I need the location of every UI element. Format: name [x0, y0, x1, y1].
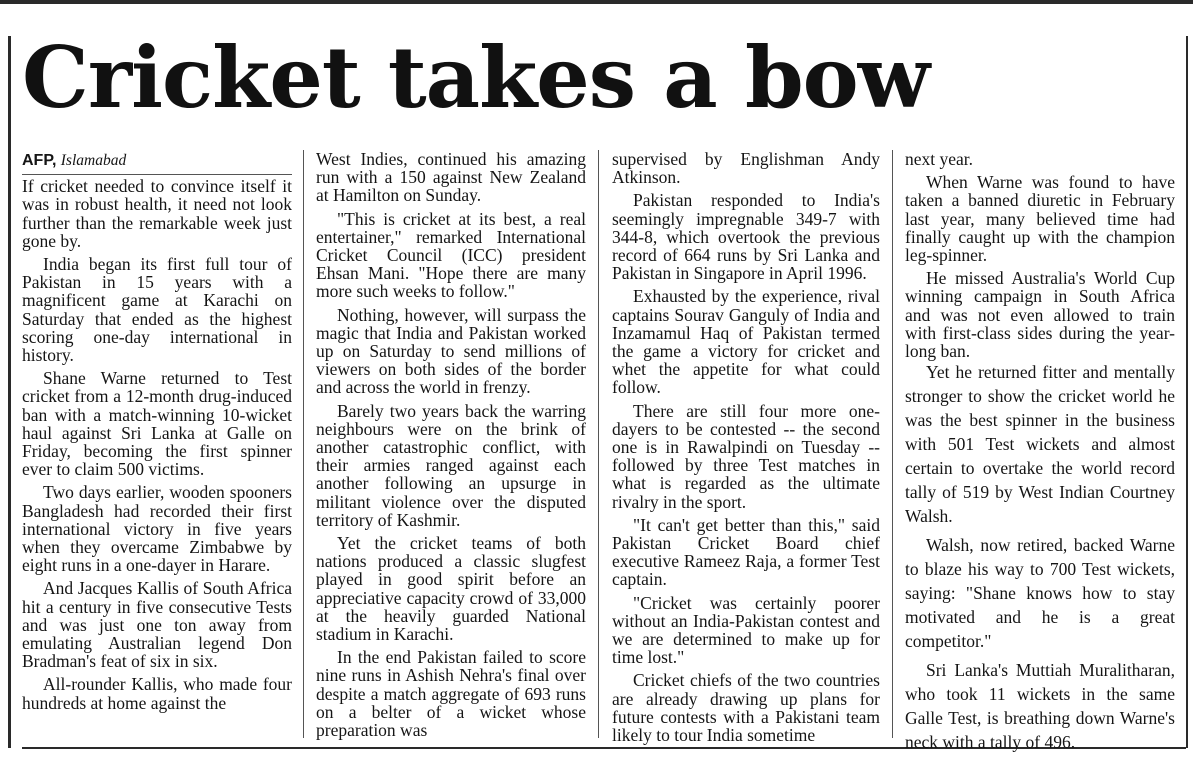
- article-paragraph: Shane Warne returned to Test cricket from a 12-month drug-induced ban with a match-winning 10-wicket haul against Sri Lanka at Galle on Friday, becoming the first spinner ever to claim 500 victims.: [22, 368, 292, 480]
- article-paragraph: Sri Lanka's Muttiah Muralitharan, who took 11 wickets in the same Galle Test, is breathing down Warne's neck with a tally of 496.: [905, 660, 1175, 753]
- article-paragraph: Pakistan responded to India's seemingly impregnable 349-7 with 344-8, which overtook the previous record of 664 runs by Sri Lanka and Pakistan in Singapore in April 1996.: [612, 190, 880, 284]
- column-3: [612, 150, 880, 744]
- article-paragraph: Yet the cricket teams of both nations produced a classic slugfest played in good spirit before an appreciative capacity crowd of 33,000 at the heavily guarded National stadium in Karachi.: [316, 533, 586, 645]
- byline-agency: AFP: [22, 152, 52, 169]
- article-paragraph: Barely two years back the warring neighbours were on the brink of another catastrophic conflict, with their armies ranged against each another following an upsurge in militant violence over the disputed territory of Kashmir.: [316, 400, 586, 530]
- right-border-rule: [1186, 36, 1188, 748]
- article-paragraph: Cricket chiefs of the two countries are already drawing up plans for future contests with a Pakistani team likely to tour India sometime: [612, 670, 880, 746]
- column-divider: [303, 150, 304, 738]
- column-4-lower: [905, 360, 1175, 754]
- article-paragraph: Walsh, now retired, backed Warne to blaze his way to 700 Test wickets, saying: "Shane knows how to stay motivated and he is a great competitor.": [905, 535, 1175, 652]
- article-paragraph: "This is cricket at its best, a real entertainer," remarked International Cricket Council (ICC) president Ehsan Mani. "Hope there are many more such weeks to follow.": [316, 208, 586, 302]
- article-paragraph: Two days earlier, wooden spooners Bangladesh had recorded their first international victory in five years when they overcame Zimbabwe by eight runs in a one-dayer in Harare.: [22, 482, 292, 576]
- byline: [22, 150, 292, 175]
- byline-place: Islamabad: [60, 152, 127, 169]
- article-paragraph: Yet he returned fitter and mentally stronger to show the cricket world he was the best spinner in the business with 501 Test wickets and almost certain to overtake the world record tally of 519 by West Indian Courtney Walsh.: [905, 362, 1175, 527]
- article-paragraph: If cricket needed to convince itself it was in robust health, it need not look further than the remarkable week just gone by.: [22, 176, 292, 251]
- column-divider: [892, 150, 893, 738]
- column-divider: [598, 150, 599, 738]
- article-paragraph: All-rounder Kallis, who made four hundreds at home against the: [22, 674, 292, 713]
- article-paragraph: There are still four more one-dayers to be contested -- the second one is in Rawalpindi on Tuesday -- followed by three Test matches in what is regarded as the ultimate rivalry in the sport.: [612, 400, 880, 512]
- article-paragraph: Nothing, however, will surpass the magic that India and Pakistan worked up on Saturday to send millions of viewers on both sides of the border and across the world in frenzy.: [316, 304, 586, 398]
- article-paragraph: West Indies, continued his amazing run with a 150 against New Zealand at Hamilton on Sunday.: [316, 149, 586, 206]
- column-1: [22, 150, 292, 712]
- article-paragraph: "It can't get better than this," said Pakistan Cricket Board chief executive Rameez Raja, a former Test captain.: [612, 514, 880, 590]
- article-paragraph: Exhausted by the experience, rival captains Sourav Ganguly of India and Inzamamul Haq of Pakistan termed the game a victory for cricket and whet the appetite for what could follow.: [612, 286, 880, 398]
- headline: Cricket takes a bow: [22, 28, 930, 127]
- article-paragraph: When Warne was found to have taken a banned diuretic in February last year, many believed time had finally caught up with the champion leg-spinner.: [905, 172, 1175, 266]
- article-paragraph: next year.: [905, 149, 974, 169]
- column-4: [905, 150, 1175, 754]
- article-paragraph: India began its first full tour of Pakistan in 15 years with a magnificent game at Karachi on Saturday that ended as the highest scoring one-day international in history.: [22, 254, 292, 366]
- article-paragraph: "Cricket was certainly poorer without an India-Pakistan contest and we are determined to make up for time lost.": [612, 592, 880, 668]
- article-paragraph: He missed Australia's World Cup winning campaign in South Africa and was not even allowed to train with first-class sides during the year-long ban.: [905, 268, 1175, 362]
- top-border-rule: [0, 0, 1193, 4]
- article-paragraph: And Jacques Kallis of South Africa hit a century in five consecutive Tests and was just one ton away from emulating Australian legend Don Bradman's feat of six in six.: [22, 578, 292, 672]
- column-2: [316, 150, 586, 739]
- article-paragraph: supervised by Englishman Andy Atkinson.: [612, 149, 880, 188]
- left-border-rule: [8, 36, 11, 748]
- byline-separator: ,: [51, 152, 57, 169]
- article-paragraph: In the end Pakistan failed to score nine runs in Ashish Nehra's final over despite a match aggregate of 693 runs on a belter of a wicket whose preparation was: [316, 647, 586, 741]
